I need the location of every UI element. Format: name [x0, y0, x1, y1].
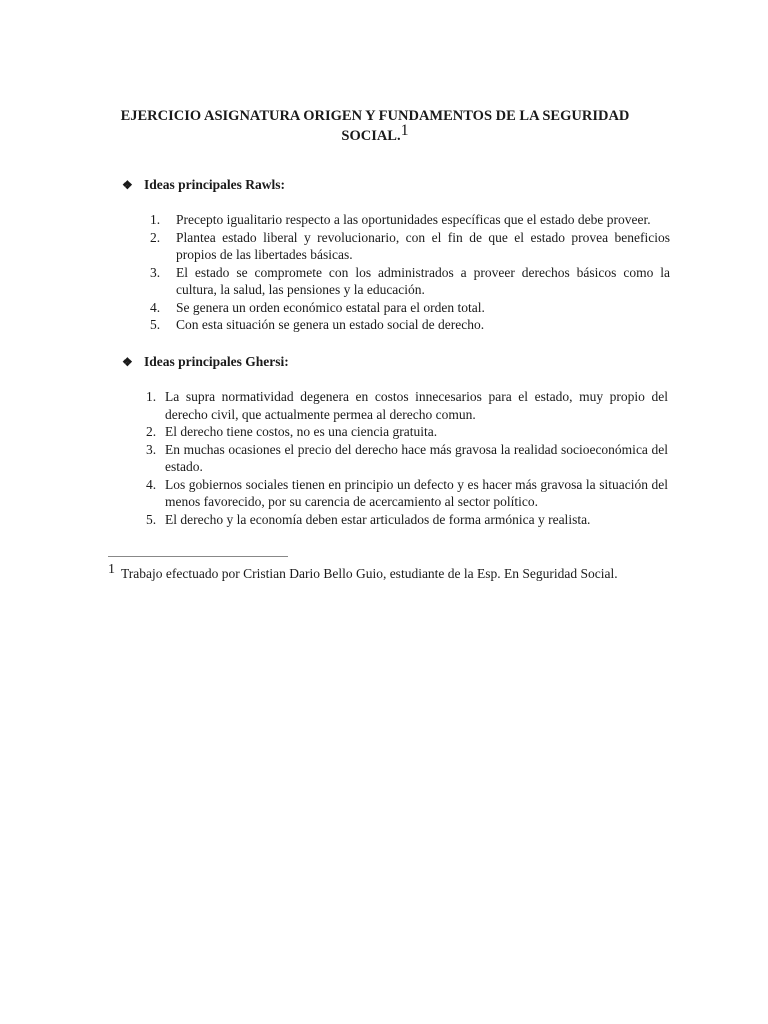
diamond-bullet-icon: ❖ [122, 354, 133, 369]
list-item [146, 388, 668, 423]
item-text: La supra normatividad degenera en costos innecesarios para el estado, muy propio del derecho civil, que actualmente permea al derecho comun. [165, 389, 668, 422]
list-item [150, 264, 670, 299]
item-number: 2. [150, 229, 161, 245]
list-item [150, 211, 670, 229]
footnote-text: Trabajo efectuado por Cristian Dario Bello Guio, estudiante de la Esp. En Seguridad Social. [121, 566, 618, 581]
item-number: 5. [146, 511, 157, 527]
item-text: El estado se compromete con los administrados a proveer derechos básicos como la cultura, la salud, las pensiones y la educación. [176, 264, 670, 297]
item-number: 3. [150, 264, 161, 280]
list-item [150, 316, 670, 334]
document-title [110, 107, 640, 146]
item-number: 5. [150, 317, 161, 332]
section-heading-text: Ideas principales Rawls: [144, 177, 286, 192]
item-text: El derecho y la economía deben estar articulados de forma armónica y realista. [165, 511, 591, 527]
footnote [108, 562, 618, 582]
item-number: 1. [150, 212, 161, 227]
ghersi-ideas-list [146, 388, 668, 528]
footnote-reference[interactable]: 1 [400, 122, 409, 139]
item-text: Plantea estado liberal y revolucionario, con el fin de que el estado provea beneficios propios de las libertades básicas. [176, 229, 670, 262]
rawls-ideas-list [150, 211, 670, 334]
list-item [146, 441, 668, 476]
diamond-bullet-icon: ❖ [122, 177, 133, 192]
item-number: 4. [150, 299, 161, 315]
title-line-2-text: SOCIAL. [341, 128, 401, 144]
section-heading-text: Ideas principales Ghersi: [144, 354, 289, 369]
list-item [146, 476, 668, 511]
item-number: 3. [146, 441, 157, 457]
item-text: El derecho tiene costos, no es una ciencia gratuita. [165, 424, 438, 439]
list-item [150, 229, 670, 264]
section-heading-ghersi [122, 354, 289, 370]
list-item [146, 511, 668, 529]
item-number: 4. [146, 476, 157, 492]
section-heading-rawls [122, 177, 285, 193]
title-line-2 [110, 122, 640, 146]
item-number: 2. [146, 424, 157, 439]
item-text: Los gobiernos sociales tienen en principio un defecto y es hacer más gravosa la situación del menos favorecido, por su carencia de acercamiento al sector político. [165, 476, 668, 509]
item-text: Con esta situación se genera un estado social de derecho. [176, 317, 485, 332]
footnote-separator [108, 556, 288, 557]
item-number: 1. [146, 389, 157, 404]
item-text: Precepto igualitario respecto a las oportunidades específicas que el estado debe proveer. [176, 212, 651, 227]
item-text: Se genera un orden económico estatal para el orden total. [176, 299, 485, 315]
title-line-1: EJERCICIO ASIGNATURA ORIGEN Y FUNDAMENTOS DE LA SEGURIDAD [120, 108, 630, 124]
list-item [150, 299, 670, 317]
footnote-number: 1 [108, 562, 115, 577]
item-text: En muchas ocasiones el precio del derecho hace más gravosa la realidad socioeconómica del estado. [165, 441, 668, 474]
list-item [146, 423, 668, 441]
